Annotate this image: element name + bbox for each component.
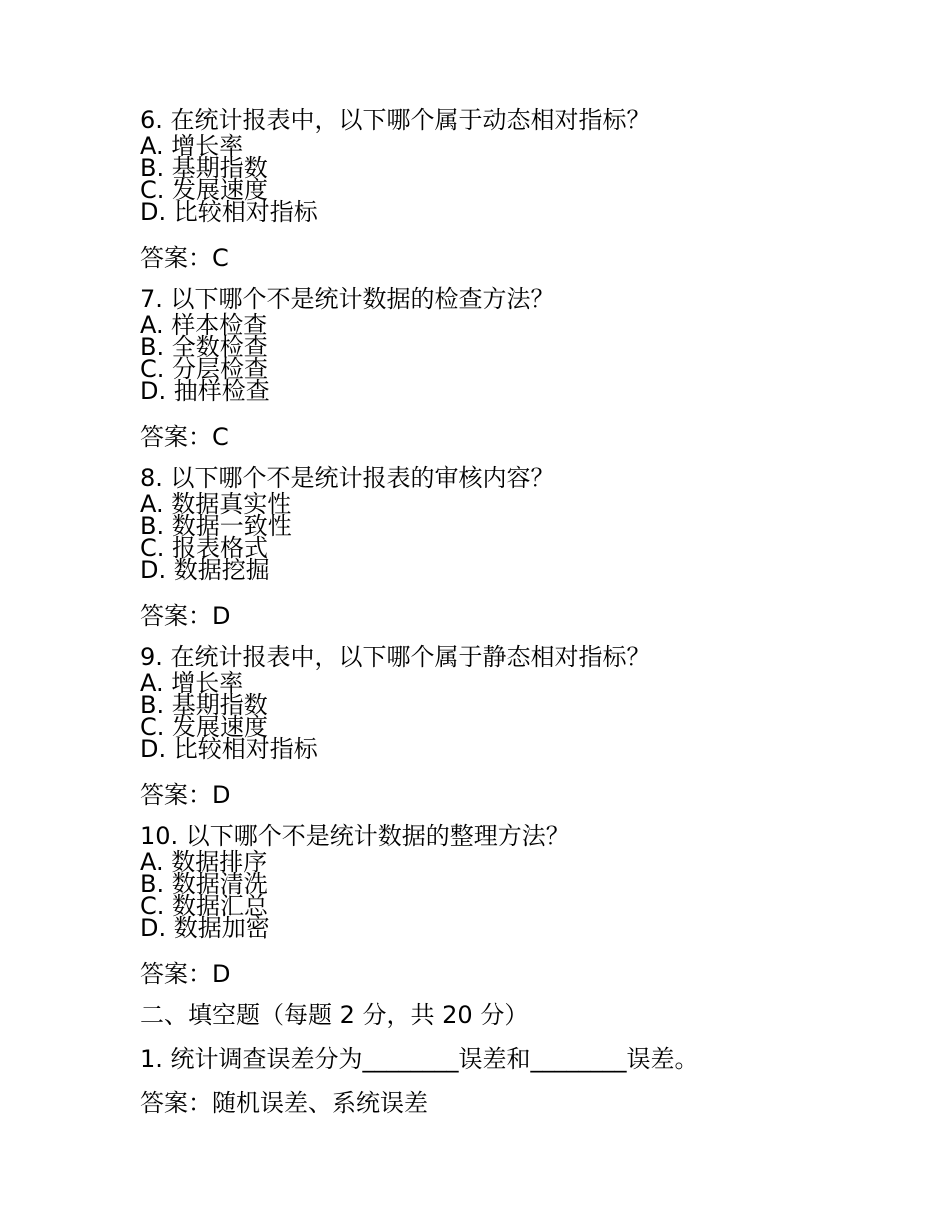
option-c: C. 发展速度 [140,713,269,741]
document-content [140,105,840,1118]
answer: 答案：D [140,960,231,988]
answer: 答案：D [140,781,231,809]
option-b: B. 数据一致性 [140,512,292,540]
option-b: B. 基期指数 [140,154,268,182]
question-8 [140,463,840,631]
option-a: A. 样本检查 [140,311,268,339]
question-stem: 10. 以下哪个不是统计数据的整理方法？ [140,822,570,850]
question-7 [140,284,840,452]
option-b: B. 数据清洗 [140,870,268,898]
question-stem: 9. 在统计报表中，以下哪个属于静态相对指标？ [140,643,651,671]
option-a: A. 增长率 [140,132,244,160]
option-c: C. 分层检查 [140,355,269,383]
option-d: D. 数据挖掘 [140,556,270,584]
question-stem: 8. 以下哪个不是统计报表的审核内容？ [140,464,555,492]
section-title: 二、填空题（每题 2 分，共 20 分） [140,1001,529,1029]
question-stem: 7. 以下哪个不是统计数据的检查方法？ [140,285,555,313]
option-d: D. 数据加密 [140,914,270,942]
option-b: B. 全数检查 [140,333,268,361]
question-9 [140,642,840,810]
option-b: B. 基期指数 [140,691,268,719]
answer: 答案：D [140,602,231,630]
option-c: C. 数据汇总 [140,892,269,920]
option-a: A. 数据真实性 [140,490,292,518]
question-6 [140,105,840,273]
fill-answer: 答案：随机误差、系统误差 [140,1089,428,1117]
option-d: D. 比较相对指标 [140,735,318,763]
option-a: A. 增长率 [140,669,244,697]
question-stem: 6. 在统计报表中，以下哪个属于动态相对指标？ [140,106,651,134]
option-a: A. 数据排序 [140,848,268,876]
fill-question: 1. 统计调查误差分为________误差和________误差。 [140,1045,699,1073]
option-c: C. 发展速度 [140,176,269,204]
question-10 [140,821,840,989]
option-d: D. 抽样检查 [140,377,270,405]
option-d: D. 比较相对指标 [140,198,318,226]
option-c: C. 报表格式 [140,534,269,562]
answer: 答案：C [140,244,229,272]
answer: 答案：C [140,423,229,451]
